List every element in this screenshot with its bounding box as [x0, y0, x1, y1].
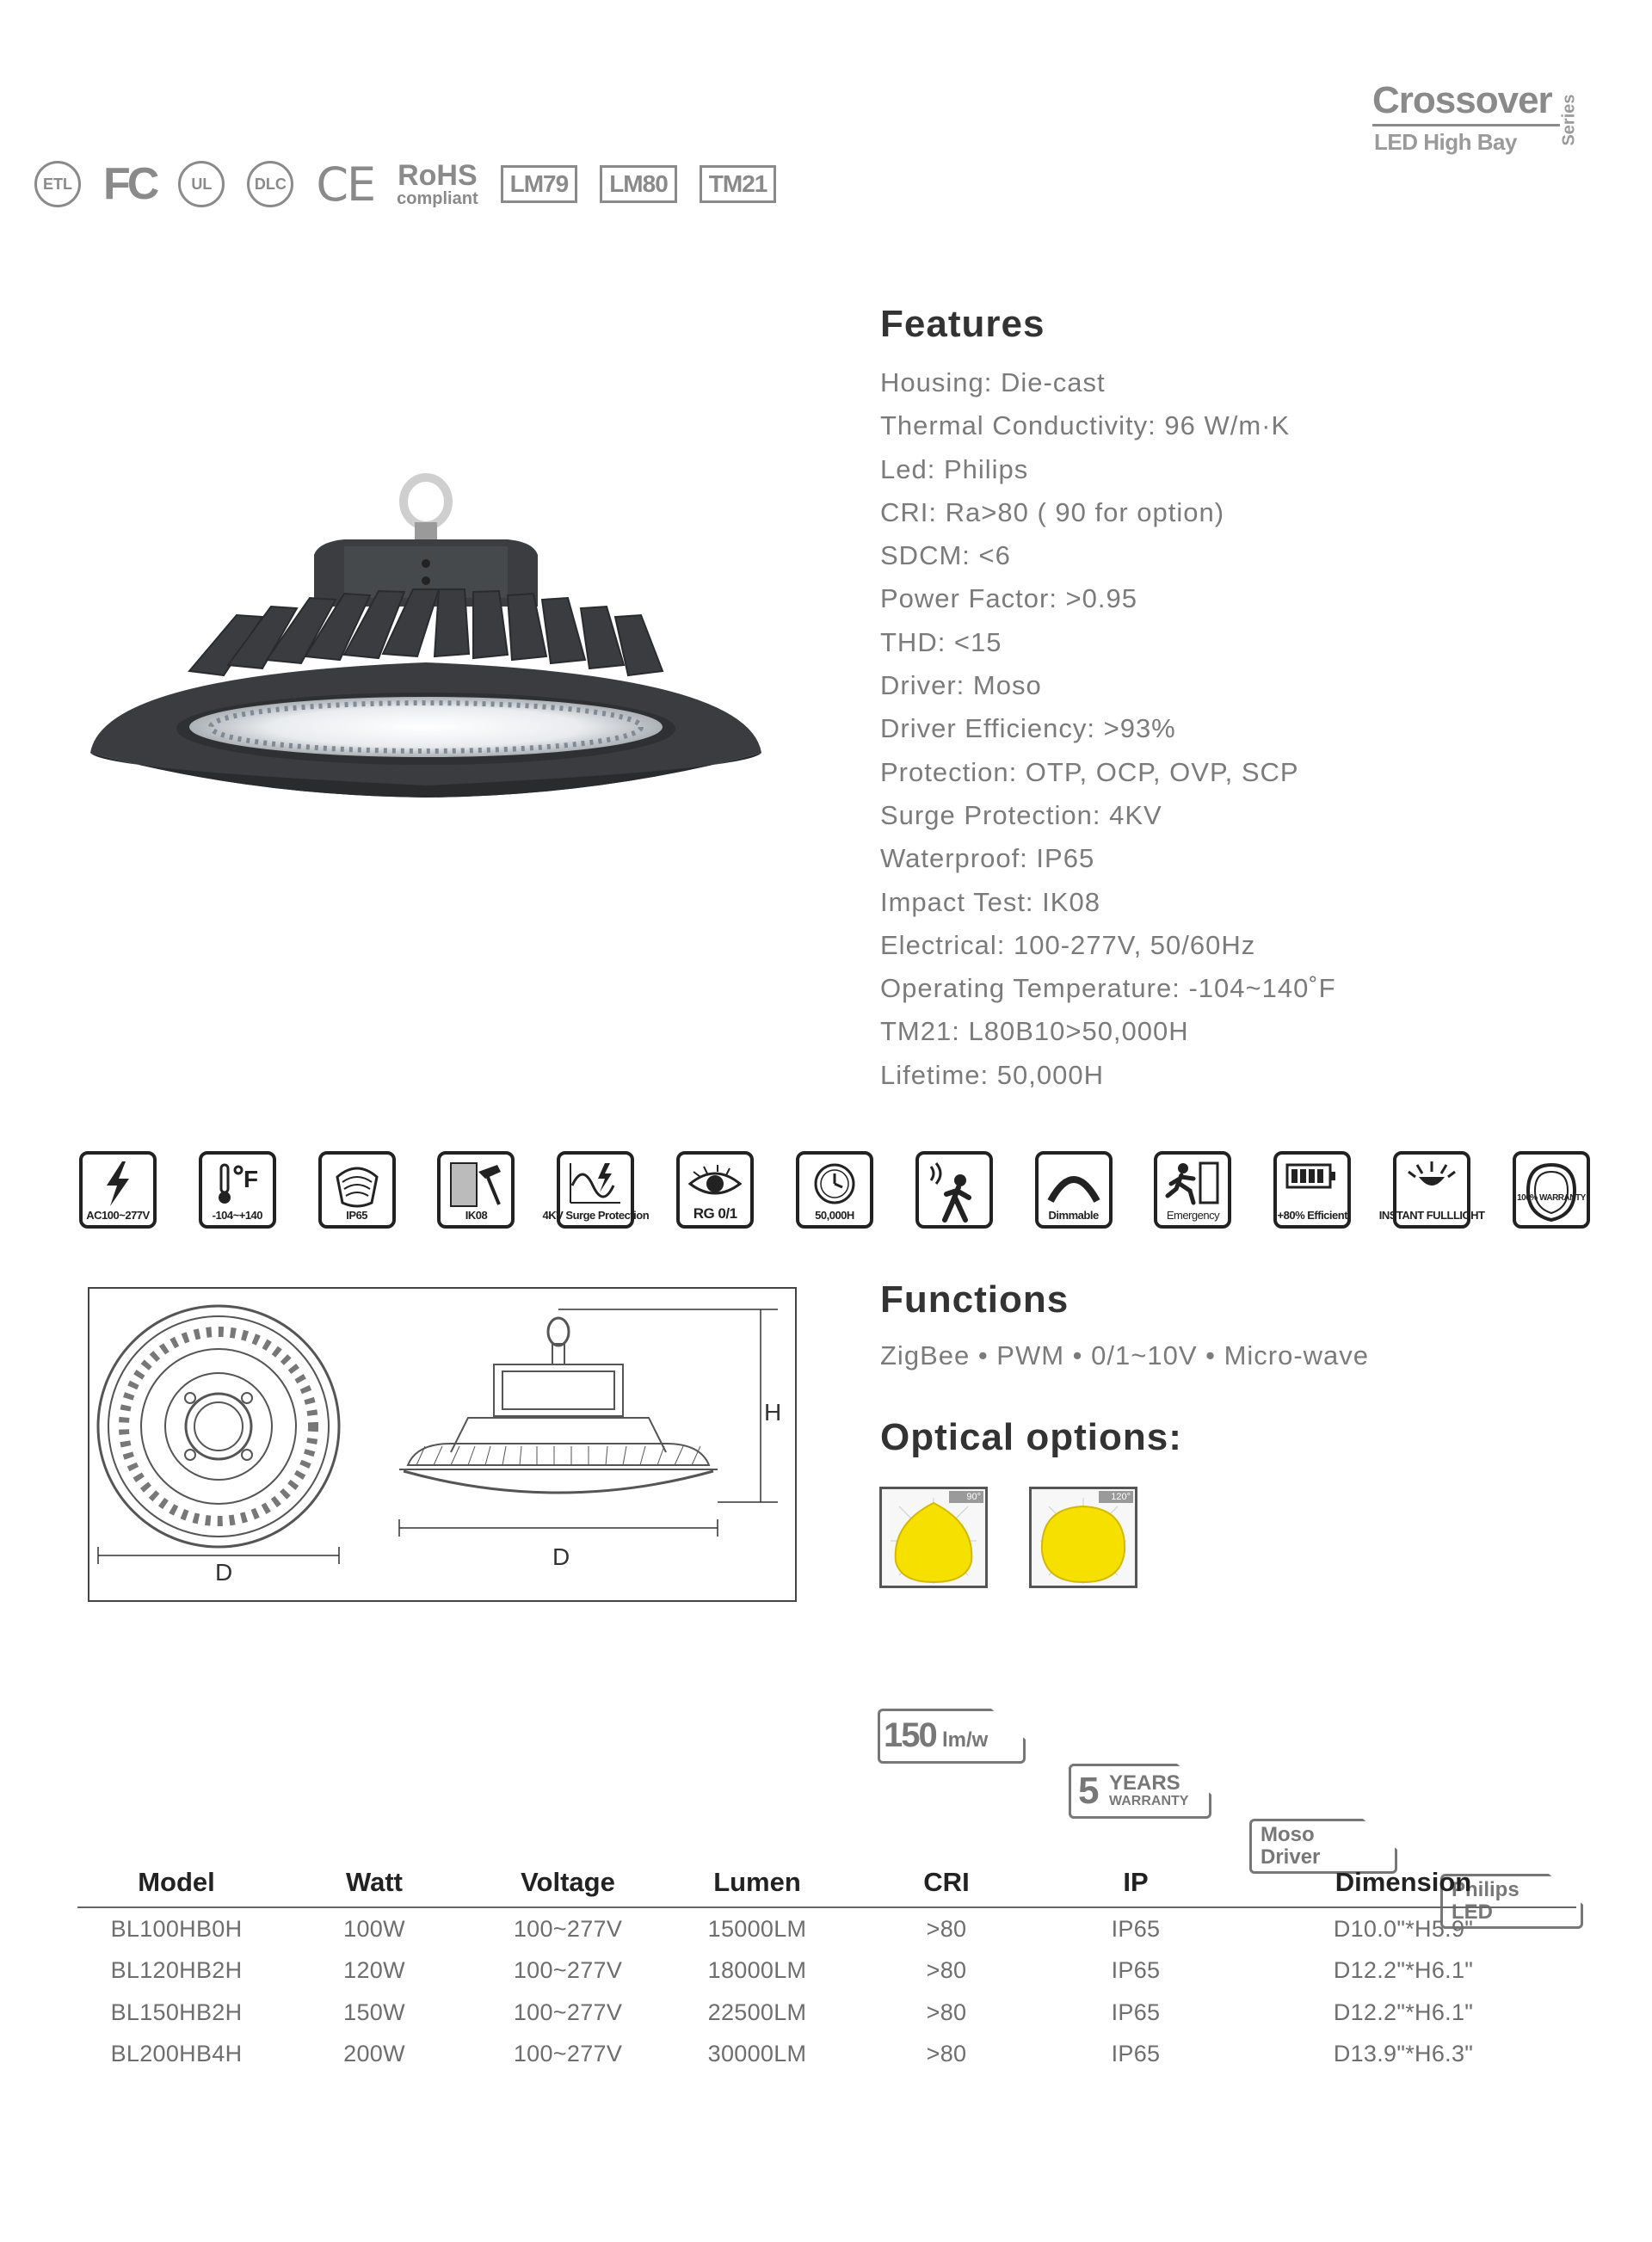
cell-lumen: 15000LM [707, 1915, 807, 1942]
features-list [880, 361, 1336, 1097]
cell-dimension: D12.2"*H6.1" [1333, 1957, 1474, 1984]
instant-light-icon: INSTANT FULLLIGHT [1393, 1151, 1470, 1229]
driver-badge: Moso Driver [1249, 1819, 1397, 1874]
cell-ip: IP65 [1111, 2041, 1161, 2067]
feature-item: Electrical: 100-277V, 50/60Hz [880, 929, 1256, 960]
cell-voltage: 100~277V [513, 2041, 623, 2067]
table-row [77, 2034, 1576, 2076]
table-row [77, 1950, 1576, 1993]
col-header-lumen: Lumen [663, 1858, 852, 1907]
col-header-dimension: Dimension [1230, 1858, 1576, 1907]
ip-shield-icon: IP65 [318, 1151, 396, 1229]
emergency-exit-icon: Emergency [1154, 1151, 1231, 1229]
surge-icon: 4KV Surge Protection [557, 1151, 634, 1229]
cell-ip: IP65 [1111, 1999, 1161, 2025]
feature-item: Impact Test: IK08 [880, 886, 1100, 917]
top-view-diameter-label: D [215, 1559, 233, 1586]
feature-item: Waterproof: IP65 [880, 843, 1095, 874]
led-badge: Philips LED [1440, 1874, 1583, 1929]
table-header-row [77, 1858, 1576, 1907]
clock-icon: 50,000H [796, 1151, 873, 1229]
brand-divider [1372, 124, 1560, 126]
feature-item: Driver Efficiency: >93% [880, 713, 1176, 744]
cell-cri: >80 [926, 2041, 967, 2067]
functions-heading: Functions [880, 1278, 1069, 1321]
cell-voltage: 100~277V [513, 1957, 623, 1984]
hammer-icon: IK08 [437, 1151, 515, 1229]
col-header-ip: IP [1041, 1858, 1230, 1907]
cell-dimension: D12.2"*H6.1" [1333, 1999, 1474, 2025]
svg-text:F: F [243, 1166, 258, 1192]
cell-cri: >80 [926, 1999, 967, 2025]
battery-icon: +80% Efficient [1273, 1151, 1351, 1229]
dimmable-icon: Dimmable [1035, 1151, 1113, 1229]
tm21-logo: TM21 [700, 165, 777, 203]
features-heading: Features [880, 303, 1045, 345]
feature-item: Protection: OTP, OCP, OVP, SCP [880, 756, 1299, 787]
cell-lumen: 22500LM [707, 1999, 807, 2025]
cell-watt: 200W [343, 2041, 405, 2067]
feature-item: Housing: Die-cast [880, 367, 1106, 397]
brand-subtitle: LED High Bay [1374, 129, 1517, 155]
rohs-logo: RoHS compliant [397, 159, 478, 208]
lm80-logo: LM80 [600, 165, 677, 203]
feature-item: TM21: L80B10>50,000H [880, 1016, 1189, 1047]
table-row [77, 1992, 1576, 2034]
motion-sensor-icon [915, 1151, 993, 1229]
cell-lumen: 18000LM [707, 1957, 807, 1984]
cell-voltage: 100~277V [513, 1999, 623, 2025]
dlc-logo: DLC [247, 161, 293, 207]
product-image [86, 469, 766, 804]
height-label: H [764, 1399, 782, 1426]
beam-angle-label: 90° [949, 1491, 983, 1503]
cell-dimension: D10.0"*H5.9" [1333, 1915, 1474, 1942]
cell-ip: IP65 [1111, 1915, 1161, 1942]
feature-item: SDCM: <6 [880, 540, 1011, 571]
feature-item: Surge Protection: 4KV [880, 799, 1162, 830]
cell-cri: >80 [926, 1915, 967, 1942]
ce-logo: CE [316, 157, 375, 212]
efficacy-badge: 150 lm/w [878, 1709, 1026, 1764]
thermometer-icon: F -104~+140 [199, 1151, 276, 1229]
cell-model: BL200HB4H [110, 2041, 243, 2067]
certification-row [34, 158, 776, 210]
warranty-badge: 5 YEARS WARRANTY [1069, 1764, 1211, 1819]
dimension-diagram [89, 1289, 795, 1600]
cell-voltage: 100~277V [513, 1915, 623, 1942]
feature-item: Driver: Moso [880, 670, 1042, 701]
cell-model: BL100HB0H [110, 1915, 243, 1942]
col-header-watt: Watt [275, 1858, 473, 1907]
brand-series-label: Series [1559, 94, 1579, 146]
functions-text: ZigBee • PWM • 0/1~10V • Micro-wave [880, 1340, 1370, 1370]
optical-heading: Optical options: [880, 1416, 1182, 1458]
optical-option-120 [1029, 1487, 1137, 1588]
ul-logo: UL [178, 161, 225, 207]
feature-item: THD: <15 [880, 626, 1002, 657]
cell-model: BL120HB2H [110, 1957, 243, 1984]
cell-cri: >80 [926, 1957, 967, 1984]
feature-item: Thermal Conductivity: 96 W/m·K [880, 410, 1291, 441]
cell-watt: 150W [343, 1999, 405, 2025]
col-header-cri: CRI [852, 1858, 1041, 1907]
spec-table [77, 1858, 1576, 2075]
col-header-voltage: Voltage [473, 1858, 663, 1907]
lightning-icon: AC100~277V [79, 1151, 157, 1229]
optical-option-90 [879, 1487, 988, 1588]
table-row [77, 1907, 1576, 1950]
etl-logo: ETL [34, 161, 81, 207]
feature-icon-row [79, 1151, 1590, 1237]
side-view-diameter-label: D [552, 1543, 570, 1570]
cell-watt: 100W [343, 1915, 405, 1942]
fc-logo: FC [103, 159, 157, 209]
cell-model: BL150HB2H [110, 1999, 243, 2025]
warranty-seal-icon: 100% WARRANTY [1513, 1151, 1590, 1229]
lm79-logo: LM79 [501, 165, 578, 203]
feature-item: Lifetime: 50,000H [880, 1059, 1104, 1090]
col-header-model: Model [77, 1858, 275, 1907]
brand-title: Crossover [1372, 79, 1552, 121]
cell-watt: 120W [343, 1957, 405, 1984]
cell-dimension: D13.9"*H6.3" [1333, 2041, 1474, 2067]
eye-icon: RG 0/1 [676, 1151, 754, 1229]
cell-lumen: 30000LM [707, 2041, 807, 2067]
feature-item: Led: Philips [880, 453, 1029, 484]
beam-angle-label: 120° [1099, 1491, 1133, 1503]
feature-item: Power Factor: >0.95 [880, 583, 1137, 614]
cell-ip: IP65 [1111, 1957, 1161, 1984]
feature-item: CRI: Ra>80 ( 90 for option) [880, 496, 1225, 527]
feature-item: Operating Temperature: -104~140˚F [880, 973, 1336, 1004]
